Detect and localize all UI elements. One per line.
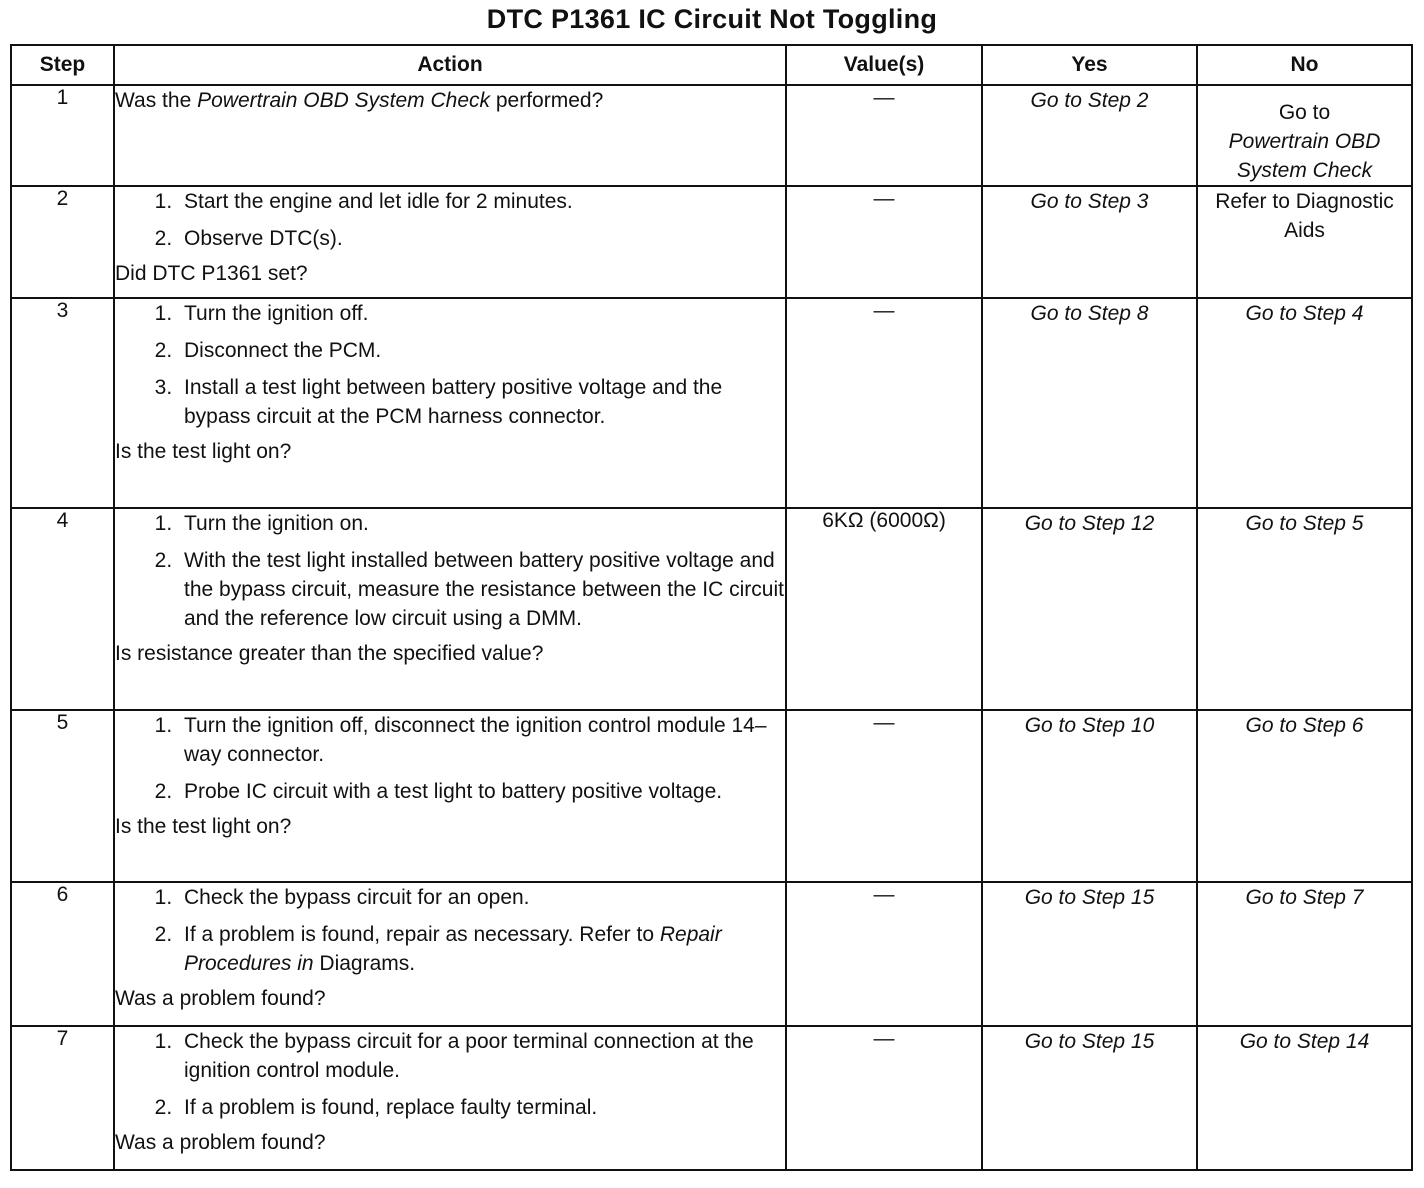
action-cell: [114, 882, 786, 1026]
step-number: 3: [11, 298, 114, 508]
list-item: 3. Install a test light between battery positive voltage and the bypass circuit at the PCM harness connector.: [178, 373, 785, 431]
header-action: Action: [114, 45, 786, 85]
table-row: [11, 1026, 1412, 1170]
step-number: 6: [11, 882, 114, 1026]
value-cell: —: [786, 298, 982, 508]
list-item: 1. Turn the ignition off.: [178, 299, 785, 328]
no-link[interactable]: Go to Step 5: [1197, 508, 1412, 710]
list-item: 2. With the test light installed between battery positive voltage and the bypass circuit, measure the resistance between the IC circuit and the reference low circuit using a DMM.: [178, 546, 785, 633]
action-cell: [114, 710, 786, 882]
question-text: Is resistance greater than the specified value?: [115, 642, 544, 665]
list-item: 2. Probe IC circuit with a test light to battery positive voltage.: [178, 777, 785, 806]
yes-link[interactable]: Go to Step 10: [982, 710, 1197, 882]
question-text: Is the test light on?: [115, 815, 292, 838]
question-text: Was the Powertrain OBD System Check performed?: [115, 89, 604, 112]
action-cell: [114, 298, 786, 508]
action-cell: [114, 508, 786, 710]
yes-link[interactable]: Go to Step 15: [982, 882, 1197, 1026]
question-text: Was a problem found?: [115, 987, 326, 1010]
yes-link[interactable]: Go to Step 3: [982, 186, 1197, 298]
step-number: 5: [11, 710, 114, 882]
yes-link[interactable]: Go to Step 2: [982, 85, 1197, 186]
question-text: Is the test light on?: [115, 440, 292, 463]
question-text: Did DTC P1361 set?: [115, 262, 308, 285]
page-title: DTC P1361 IC Circuit Not Toggling: [486, 4, 938, 34]
value-cell: —: [786, 1026, 982, 1170]
header-yes: Yes: [982, 45, 1197, 85]
list-item: 1. Turn the ignition on.: [178, 509, 785, 538]
list-item: 2. If a problem is found, repair as necessary. Refer to Repair Procedures in Diagrams.: [178, 920, 785, 978]
table-header-row: [11, 45, 1412, 85]
action-cell: [114, 1026, 786, 1170]
no-link[interactable]: Go to Step 7: [1197, 882, 1412, 1026]
step-number: 1: [11, 85, 114, 186]
list-item: 2. Observe DTC(s).: [178, 224, 785, 253]
header-step: Step: [11, 45, 114, 85]
step-number: 2: [11, 186, 114, 298]
list-item: 2. If a problem is found, replace faulty terminal.: [178, 1093, 785, 1122]
table-row: [11, 508, 1412, 710]
table-row: [11, 85, 1412, 186]
list-item: 1. Turn the ignition off, disconnect the ignition control module 14–way connector.: [178, 711, 785, 769]
table-row: [11, 882, 1412, 1026]
diagnostic-table: [10, 44, 1413, 1171]
yes-link[interactable]: Go to Step 8: [982, 298, 1197, 508]
header-values: Value(s): [786, 45, 982, 85]
no-link[interactable]: Refer to Diagnostic Aids: [1197, 186, 1412, 298]
value-cell: —: [786, 710, 982, 882]
step-number: 4: [11, 508, 114, 710]
action-cell: [114, 186, 786, 298]
header-no: No: [1197, 45, 1412, 85]
no-link[interactable]: Go to Step 4: [1197, 298, 1412, 508]
value-cell: —: [786, 186, 982, 298]
table-row: [11, 186, 1412, 298]
yes-link[interactable]: Go to Step 15: [982, 1026, 1197, 1170]
list-item: 1. Check the bypass circuit for an open.: [178, 883, 785, 912]
list-item: 1. Start the engine and let idle for 2 minutes.: [178, 187, 785, 216]
step-number: 7: [11, 1026, 114, 1170]
table-row: [11, 298, 1412, 508]
no-link[interactable]: Go to Step 14: [1197, 1026, 1412, 1170]
list-item: 2. Disconnect the PCM.: [178, 336, 785, 365]
value-cell: 6KΩ (6000Ω): [786, 508, 982, 710]
list-item: 1. Check the bypass circuit for a poor terminal connection at the ignition control module.: [178, 1027, 785, 1085]
no-link[interactable]: Go to Step 6: [1197, 710, 1412, 882]
value-cell: —: [786, 85, 982, 186]
action-cell: [114, 85, 786, 186]
yes-link[interactable]: Go to Step 12: [982, 508, 1197, 710]
value-cell: —: [786, 882, 982, 1026]
no-link[interactable]: Go to Powertrain OBD System Check: [1197, 85, 1412, 186]
question-text: Was a problem found?: [115, 1131, 326, 1154]
table-row: [11, 710, 1412, 882]
